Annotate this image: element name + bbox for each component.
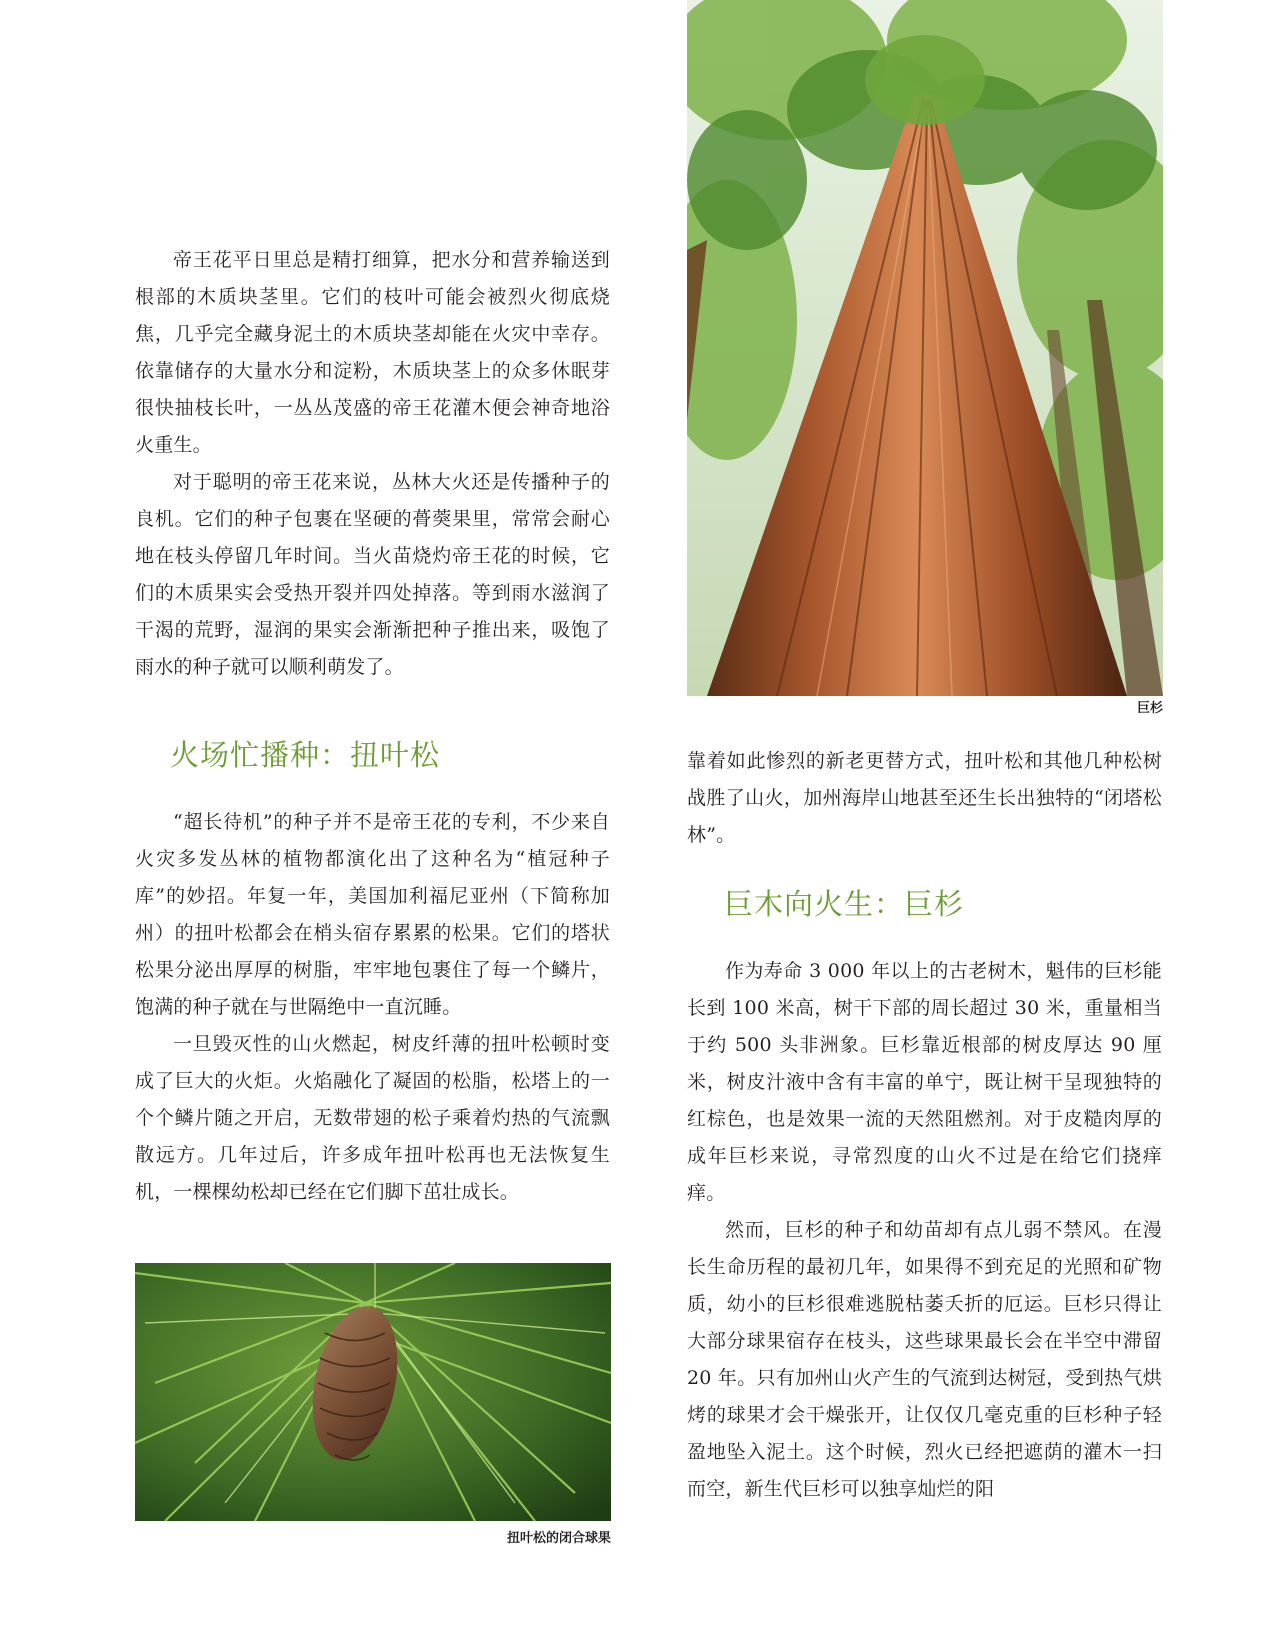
paragraph-protea-seeds: 对于聪明的帝王花来说，丛林大火还是传播种子的良机。它们的种子包裹在坚硬的蓇葖果里，常常会耐心地在枝头停留几年时间。当火苗烧灼帝王花的时候，它们的木质果实会受热开裂并四处掉落。等到雨水滋润了干渴的荒野，湿润的果实会渐渐把种子推出来，吸饱了雨水的种子就可以顺利萌发了。 bbox=[135, 471, 610, 678]
redwood-tree-photo-icon bbox=[687, 0, 1163, 696]
paragraph-pine-fire: 一旦毁灭性的山火燃起，树皮纤薄的扭叶松顿时变成了巨大的火炬。火焰融化了凝固的松脂，松塔上的一个个鳞片随之开启，无数带翅的松子乘着灼热的气流飘散远方。几年过后，许多成年扭叶松再也无法恢复生机，一棵棵幼松却已经在它们脚下茁壮成长。 bbox=[135, 1033, 610, 1203]
right-column-top bbox=[687, 743, 1162, 854]
pine-photo-caption: 扭叶松的闭合球果 bbox=[506, 1531, 611, 1546]
pine-cone-photo bbox=[135, 1263, 611, 1521]
pine-cone-photo-icon bbox=[135, 1263, 611, 1521]
paragraph-sequoia-seeds: 然而，巨杉的种子和幼苗却有点儿弱不禁风。在漫长生命历程的最初几年，如果得不到充足的光照和矿物质，幼小的巨杉很难逃脱枯萎夭折的厄运。巨杉只得让大部分球果宿存在枝头，这些球果最长会在半空中滞留 20 年。只有加州山火产生的气流到达树冠，受到热气烘烤的球果才会干燥张开，让仅仅几毫克重的巨杉种子轻盈地坠入泥土。这个时候，烈火已经把遮荫的灌木一扫而空，新生代巨杉可以独享灿烂的阳 bbox=[687, 1219, 1162, 1500]
right-column-bottom bbox=[687, 953, 1162, 1508]
paragraph-protea-regrowth: 帝王花平日里总是精打细算，把水分和营养输送到根部的木质块茎里。它们的枝叶可能会被烈火彻底烧焦，几乎完全藏身泥土的木质块茎却能在火灾中幸存。依靠储存的大量水分和淀粉，木质块茎上的众多休眠芽很快抽枝长叶，一丛丛茂盛的帝王花灌木便会神奇地浴火重生。 bbox=[135, 249, 610, 456]
redwood-tree-photo bbox=[687, 0, 1163, 696]
section-heading-lodgepole-pine: 火场忙播种：扭叶松 bbox=[170, 738, 441, 772]
paragraph-sequoia-bark: 作为寿命 3 000 年以上的古老树木，魁伟的巨杉能长到 100 米高，树干下部的周长超过 30 米，重量相当于约 500 头非洲象。巨杉靠近根部的树皮厚达 90 厘米，树皮汁液中含有丰富的单宁，既让树干呈现独特的红棕色，也是效果一流的天然阻燃剂。对于皮糙肉厚的成年巨杉来说，寻常烈度的山火不过是在给它们挠痒痒。 bbox=[687, 960, 1162, 1204]
redwood-photo-caption: 巨杉 bbox=[1136, 701, 1163, 716]
paragraph-closed-cone-forest: 靠着如此惨烈的新老更替方式，扭叶松和其他几种松树战胜了山火，加州海岸山地甚至还生长出独特的“闭塔松林”。 bbox=[687, 750, 1162, 846]
section-heading-giant-sequoia: 巨木向火生：巨杉 bbox=[724, 887, 965, 921]
left-column-top bbox=[135, 242, 610, 686]
paragraph-serotiny: “超长待机”的种子并不是帝王花的专利，不少来自火灾多发丛林的植物都演化出了这种名为“植冠种子库”的妙招。年复一年，美国加利福尼亚州（下简称加州）的扭叶松都会在梢头宿存累累的松果。它们的塔状松果分泌出厚厚的树脂，牢牢地包裹住了每一个鳞片，饱满的种子就在与世隔绝中一直沉睡。 bbox=[135, 811, 610, 1018]
left-column-bottom bbox=[135, 804, 610, 1211]
